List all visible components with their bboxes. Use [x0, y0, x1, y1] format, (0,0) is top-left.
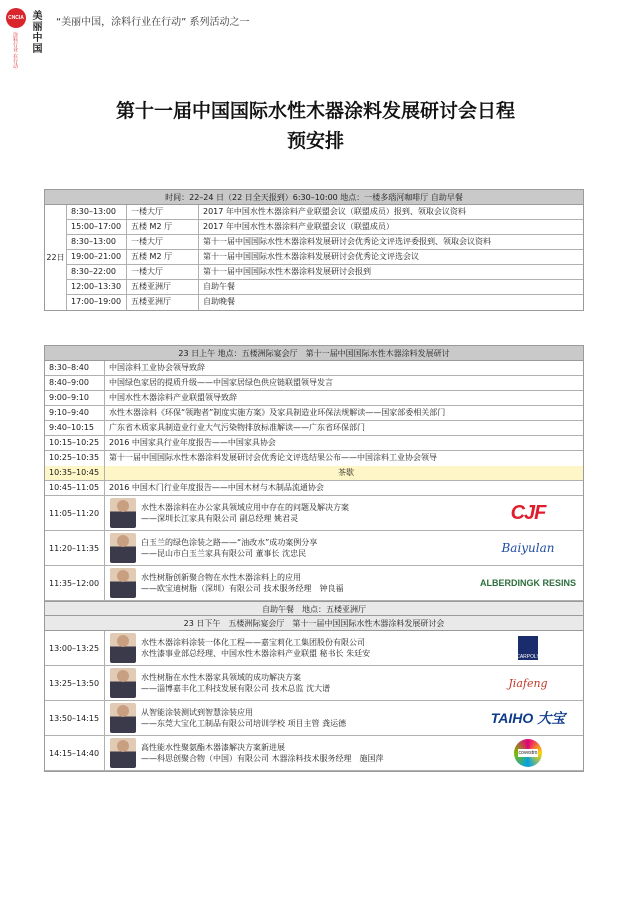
talk-speaker: ——淄博嘉丰化工科技发展有限公司 技术总监 沈大谱	[141, 684, 331, 693]
row-time: 15:00–17:00	[67, 220, 127, 234]
talk-title: 高性能水性聚氨酯木器漆解决方案新进展	[141, 743, 285, 752]
row-time: 8:30–8:40	[45, 361, 105, 375]
speaker-photo	[110, 568, 136, 598]
row-event: 中国涂料工业协会领导致辞	[109, 363, 205, 372]
schedule-row	[45, 391, 583, 406]
row-event: 2017 年中国水性木器涂料产业联盟会议（联盟成员）	[203, 222, 394, 231]
page-title	[0, 96, 631, 156]
schedule-row	[67, 205, 583, 220]
row-place: 五楼 M2 厅	[127, 220, 199, 234]
sponsor-logo	[473, 502, 583, 525]
schedule-row	[67, 250, 583, 265]
row-place: 五楼 M2 厅	[127, 250, 199, 264]
day22-header: 时间：22–24 日（22 日全天报到）6:30–10:00 地点：一楼多瑙河咖啡厅 自助早餐	[45, 190, 583, 205]
day22-schedule	[44, 189, 584, 311]
row-event: 自助午餐	[203, 282, 235, 291]
talk-time: 11:35–12:00	[45, 566, 105, 600]
break-time: 10:35–10:45	[45, 466, 105, 480]
talk-row	[45, 496, 583, 531]
talk-speaker: ——昆山市白玉兰家具有限公司 董事长 沈忠民	[141, 549, 307, 558]
row-time: 8:30–13:00	[67, 205, 127, 219]
logo-sub-text: 涂料行业 在行动	[12, 32, 18, 69]
talk-time: 11:05–11:20	[45, 496, 105, 530]
schedule-row	[67, 295, 583, 310]
schedule-row	[67, 280, 583, 295]
row-place: 一楼大厅	[127, 205, 199, 219]
row-place: 一楼大厅	[127, 235, 199, 249]
carpoly-logo: CARPOLY	[518, 636, 538, 660]
jiafeng-logo: Jiafeng	[508, 676, 548, 690]
series-caption: “美丽中国，涂料行业在行动” 系列活动之一	[56, 17, 250, 28]
schedule-row	[67, 220, 583, 235]
title-line-2: 预安排	[286, 130, 344, 152]
talk-time: 11:20–11:35	[45, 531, 105, 565]
row-event: 第十一届中国国际水性木器涂料发展研讨会优秀论文评选评委报到、领取会议资料	[203, 237, 491, 246]
talk-text	[141, 672, 473, 694]
row-time: 12:00–13:30	[67, 280, 127, 294]
talk-speaker: 水性漆事业部总经理、中国水性木器涂料产业联盟 秘书长 朱廷安	[141, 649, 371, 658]
row-time: 8:30–13:00	[67, 235, 127, 249]
row-event: 中国水性木器涂料产业联盟领导致辞	[109, 393, 237, 402]
speaker-photo	[110, 703, 136, 733]
talk-row	[45, 531, 583, 566]
cncia-badge: CNCIA	[6, 8, 26, 28]
talk-row	[45, 736, 583, 771]
talk-row	[45, 631, 583, 666]
schedule-row	[45, 361, 583, 376]
sponsor-logo	[473, 541, 583, 555]
row-event: 水性木器涂料《环保“领跑者”制度实施方案》及家具制造业环保法规解读——国家部委相关部门	[109, 408, 446, 417]
row-time: 8:40–9:00	[45, 376, 105, 390]
row-event: 2017 年中国水性木器涂料产业联盟会议（联盟成员）报到、领取会议资料	[203, 207, 466, 216]
row-time: 10:15–10:25	[45, 436, 105, 450]
talk-text	[141, 742, 473, 764]
talk-time: 13:00–13:25	[45, 631, 105, 665]
day23am-header: 23 日上午 地点：五楼洲际宴会厅 第十一届中国国际水性木器涂料发展研讨	[45, 346, 583, 361]
row-event: 中国绿色家居的提质升级——中国家居绿色供应链联盟领导发言	[109, 378, 333, 387]
speaker-photo	[110, 633, 136, 663]
row-time: 10:25–10:35	[45, 451, 105, 466]
talk-speaker: ——科思创聚合物（中国）有限公司 木器涂料技术服务经理 施国萍	[141, 754, 384, 763]
tea-break-row	[45, 466, 583, 481]
sponsor-logo	[473, 739, 583, 767]
row-time: 9:40–10:15	[45, 421, 105, 435]
talk-time: 14:15–14:40	[45, 736, 105, 770]
schedule-row	[67, 235, 583, 250]
row-event: 广东省木质家具制造业行业大气污染物排放标准解读——广东省环保部门	[109, 423, 365, 432]
row-time: 8:30–22:00	[67, 265, 127, 279]
row-place: 一楼大厅	[127, 265, 199, 279]
day22-label: 22日	[45, 205, 67, 310]
break-label: 茶歇	[338, 468, 354, 477]
schedule-row	[45, 376, 583, 391]
talk-time: 13:50–14:15	[45, 701, 105, 735]
row-time: 10:45–11:05	[45, 481, 105, 495]
schedule-row	[67, 265, 583, 280]
row-place: 五楼亚洲厅	[127, 280, 199, 294]
row-time: 19:00–21:00	[67, 250, 127, 264]
talk-speaker: ——东莞大宝化工制品有限公司培训学校 项目主管 龚运德	[141, 719, 347, 728]
talk-text	[141, 637, 473, 659]
talk-text	[141, 707, 473, 729]
talk-row	[45, 701, 583, 736]
talk-title: 水性树脂在水性木器家具领域的成功解决方案	[141, 673, 301, 682]
talk-speaker: ——深圳长江家具有限公司 副总经理 姚君灵	[141, 514, 299, 523]
talk-title: 白玉兰的绿色涂装之路——“油改水”成功案例分享	[141, 538, 318, 547]
lunch-row: 自助午餐 地点：五楼亚洲厅	[45, 601, 583, 616]
talk-time: 13:25–13:50	[45, 666, 105, 700]
schedule-row	[45, 451, 583, 466]
day23am-schedule	[44, 345, 584, 772]
covestro-logo	[514, 739, 542, 767]
baiyulan-logo: Baiyulan	[501, 541, 555, 555]
row-event: 2016 中国家具行业年度报告——中国家具协会	[109, 438, 276, 447]
talk-title: 水性木器涂料在办公家具领域应用中存在的问题及解决方案	[141, 503, 349, 512]
alberdingk-logo: ALBERDINGK RESINS	[479, 578, 576, 588]
talk-speaker: ——欧宝迪树脂（深圳）有限公司 技术服务经理 钟良福	[141, 584, 344, 593]
row-time: 17:00–19:00	[67, 295, 127, 310]
schedule-row	[45, 436, 583, 451]
title-line-1: 第十一届中国国际水性木器涂料发展研讨会日程	[115, 100, 515, 122]
logo	[6, 8, 50, 92]
schedule-row	[45, 421, 583, 436]
row-time: 9:10–9:40	[45, 406, 105, 420]
talk-text	[141, 572, 473, 594]
talk-title: 从智能涂装测试到智慧涂装应用	[141, 708, 253, 717]
sponsor-logo	[473, 636, 583, 660]
logo-vertical-text: 美丽中国	[30, 10, 41, 54]
taiho-logo: TAIHO 大宝	[490, 710, 566, 726]
talk-title: 水性木器涂料涂装一体化工程——嘉宝莉化工集团股份有限公司	[141, 638, 365, 647]
day23pm-header: 23 日下午 五楼洲际宴会厅 第十一届中国国际水性木器涂料发展研讨会	[45, 616, 583, 631]
talk-title: 水性树脂创新聚合物在水性木器涂料上的应用	[141, 573, 301, 582]
covestro-text: covestro	[518, 750, 538, 756]
talk-text	[141, 502, 473, 524]
talk-text	[141, 537, 473, 559]
schedule-row	[45, 481, 583, 496]
row-place: 五楼亚洲厅	[127, 295, 199, 310]
row-event: 第十一届中国国际水性木器涂料发展研讨会报到	[203, 267, 371, 276]
row-time: 9:00–9:10	[45, 391, 105, 405]
schedule-row	[45, 406, 583, 421]
row-event: 2016 中国木门行业年度报告——中国木材与木制品流通协会	[109, 483, 324, 492]
speaker-photo	[110, 498, 136, 528]
speaker-photo	[110, 668, 136, 698]
row-event: 自助晚餐	[203, 297, 235, 306]
talk-row	[45, 566, 583, 601]
speaker-photo	[110, 738, 136, 768]
row-event: 第十一届中国国际水性木器涂料发展研讨会优秀论文评选结果公布——中国涂料工业协会领导	[109, 453, 437, 462]
sponsor-logo	[473, 578, 583, 588]
row-event: 第十一届中国国际水性木器涂料发展研讨会优秀论文评选会议	[203, 252, 419, 261]
sponsor-logo	[473, 708, 583, 728]
sponsor-logo	[473, 677, 583, 690]
cjf-logo: CJF	[510, 501, 546, 524]
talk-row	[45, 666, 583, 701]
speaker-photo	[110, 533, 136, 563]
